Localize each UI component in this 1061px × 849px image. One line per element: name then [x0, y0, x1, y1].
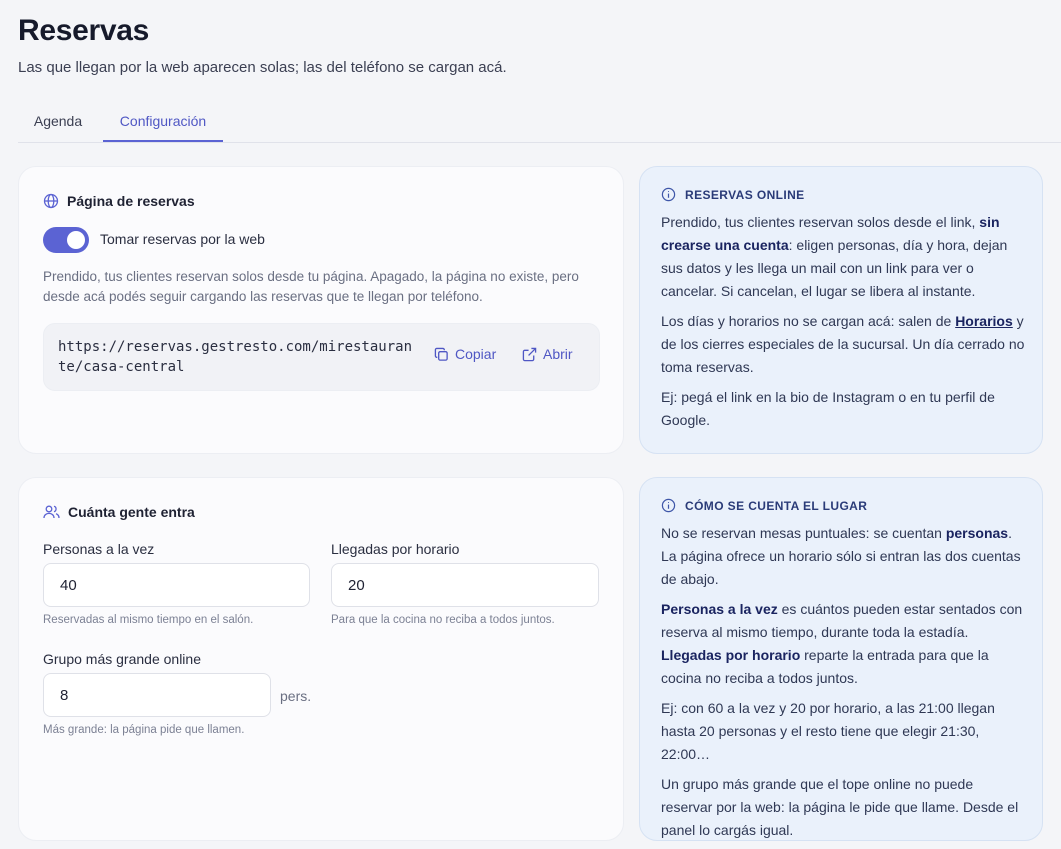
- info-paragraph: [661, 598, 1027, 690]
- booking-page-card: [18, 166, 624, 454]
- info-paragraph: Ej: con 60 a la vez y 20 por horario, a las 21:00 llegan hasta 20 personas y el resto tiene que elegir 21:30, 22:00…: [661, 700, 995, 762]
- info-paragraph: Un grupo más grande que el tope online no puede reservar por la web: la página le pide que llame. Desde el panel lo cargás igual.: [661, 776, 1019, 838]
- text-run: : eligen personas, día y hora, dejan sus datos y les llega un mail con un link para ver o cancelar. Si cancelan, el lugar se libera al instante.: [661, 237, 1008, 299]
- tab-configuracion[interactable]: Configuración: [103, 104, 223, 142]
- page-subtitle: Las que llegan por la web aparecen solas; las del teléfono se cargan acá.: [18, 59, 507, 76]
- capacity-info-body: [661, 522, 1027, 849]
- info-icon: [661, 187, 676, 202]
- globe-icon: [43, 193, 59, 209]
- emphasis: sin crearse una cuenta: [661, 214, 1000, 253]
- text-run: reparte la entrada para que la cocina no reciba a todos juntos.: [661, 647, 989, 686]
- capacity-info-title: CÓMO SE CUENTA EL LUGAR: [685, 498, 868, 513]
- info-paragraph: Ej: pegá el link en la bio de Instagram o en tu perfil de Google.: [661, 389, 995, 428]
- booking-page-description: Prendido, tus clientes reservan solos desde tu página. Apagado, la página no existe, pero desde acá podés seguir cargando las reservas que te llegan por teléfono.: [43, 269, 579, 304]
- info-paragraph: [661, 522, 1027, 591]
- online-bookings-info: [639, 166, 1043, 454]
- info-icon: [661, 498, 676, 513]
- copy-label: Copiar: [455, 346, 497, 362]
- text-run: Los días y horarios no se cargan acá: salen de: [661, 313, 956, 329]
- capacity-card: [18, 477, 624, 841]
- arrivals-per-slot-label: Llegadas por horario: [331, 541, 460, 557]
- max-group-help: Más grande: la página pide que llamen.: [43, 724, 245, 736]
- text-run: . La página ofrece un horario sólo si entran las dos cuentas de abajo.: [661, 525, 1021, 587]
- max-group-input[interactable]: [43, 673, 271, 717]
- max-group-unit: pers.: [280, 688, 312, 704]
- capacity-title: Cuánta gente entra: [68, 504, 195, 520]
- people-at-once-help: Reservadas al mismo tiempo en el salón.: [43, 614, 254, 626]
- open-url-button[interactable]: [522, 346, 573, 362]
- tabs-bar: [18, 104, 1061, 143]
- online-bookings-info-title: RESERVAS ONLINE: [685, 187, 805, 202]
- text-run: No se reservan mesas puntuales: se cuentan: [661, 525, 946, 541]
- online-bookings-info-body: [661, 211, 1027, 439]
- tab-agenda[interactable]: Agenda: [33, 113, 83, 129]
- emphasis: Llegadas por horario: [661, 647, 801, 663]
- booking-url-box: [43, 323, 600, 391]
- max-group-label: Grupo más grande online: [43, 651, 201, 667]
- arrivals-per-slot-input[interactable]: [331, 563, 599, 607]
- people-at-once-label: Personas a la vez: [43, 541, 155, 557]
- arrivals-per-slot-help: Para que la cocina no reciba a todos juntos.: [331, 614, 555, 626]
- info-paragraph: [661, 310, 1027, 379]
- copy-url-button[interactable]: [434, 346, 496, 362]
- web-bookings-toggle[interactable]: [43, 227, 89, 253]
- capacity-info-header: [661, 498, 867, 513]
- text-run: y de los cierres especiales de la sucursal. Un día cerrado no toma reservas.: [661, 313, 1025, 375]
- capacity-header: [43, 504, 195, 520]
- web-bookings-toggle-label: Tomar reservas por la web: [100, 231, 265, 247]
- people-at-once-input[interactable]: [43, 563, 310, 607]
- copy-icon: [434, 347, 449, 362]
- text-run: es cuántos pueden estar sentados con reserva al mismo tiempo, durante toda la estadía.: [661, 601, 1023, 640]
- info-paragraph: [661, 211, 1027, 303]
- online-bookings-info-header: [661, 187, 805, 202]
- booking-url: https://reservas.gestresto.com/mirestaurante/casa-central: [58, 339, 413, 375]
- text-run: Prendido, tus clientes reservan solos desde el link,: [661, 214, 980, 230]
- booking-page-header: [43, 193, 195, 209]
- capacity-info: [639, 477, 1043, 841]
- page-title: Reservas: [18, 14, 150, 47]
- users-icon: [43, 504, 60, 520]
- emphasis: personas: [945, 525, 1009, 541]
- booking-page-title: Página de reservas: [67, 193, 195, 209]
- open-label: Abrir: [543, 346, 573, 362]
- hours-link[interactable]: Horarios: [955, 313, 1013, 329]
- toggle-knob: [67, 231, 85, 249]
- external-link-icon: [522, 347, 537, 362]
- emphasis: Personas a la vez: [661, 601, 778, 617]
